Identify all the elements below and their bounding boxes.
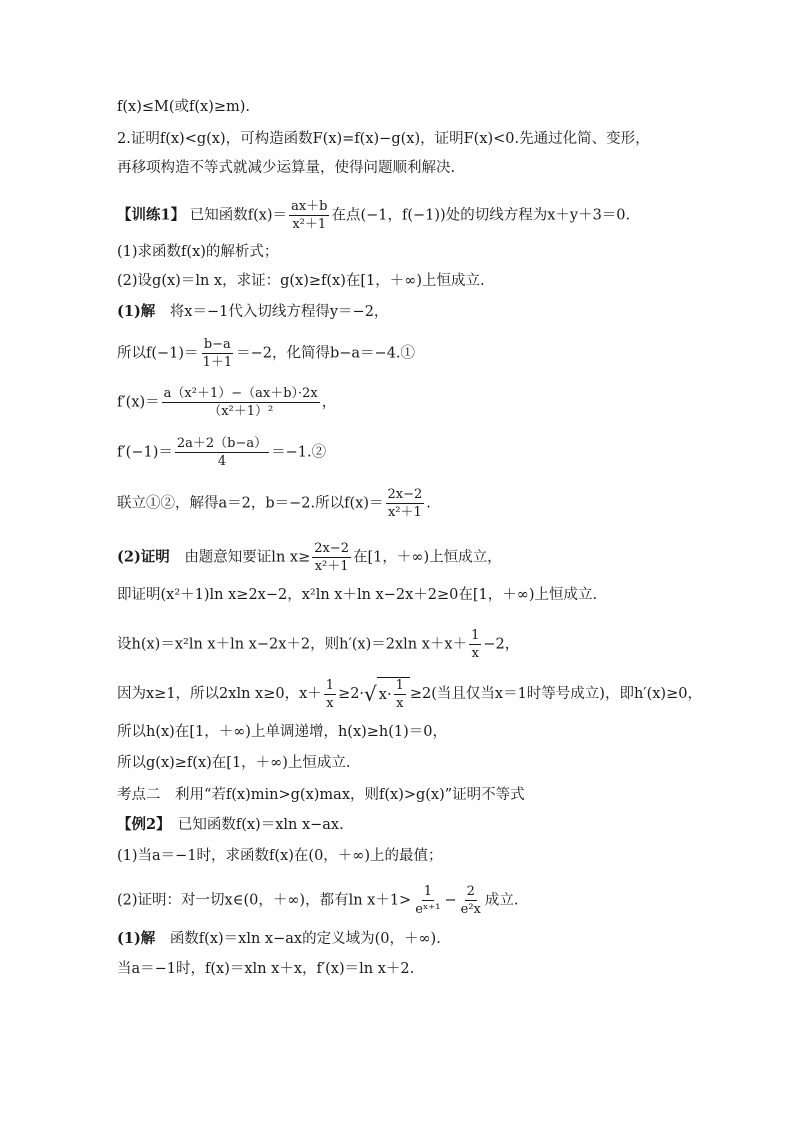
- proof-line-define-h: [117, 628, 519, 661]
- solution-line-result: [117, 487, 431, 520]
- line-text: .: [426, 495, 431, 512]
- line-text: 即证明(x²＋1)ln x≥2x−2，x²ln x＋ln x−2x＋2≥0在[1，＋∞)上恒成立.: [117, 587, 598, 603]
- numerator: 2a＋2（b−a）: [176, 436, 268, 451]
- line-text: 2.证明f(x)<g(x)，可构造函数F(x)=f(x)−g(x)，证明F(x)<0.先通过化简、变形，: [117, 131, 650, 147]
- denominator: 1＋1: [202, 355, 233, 370]
- numerator: 1: [395, 678, 404, 693]
- numerator: 2x−2: [387, 487, 423, 502]
- example-solution-1-start: [117, 929, 441, 949]
- fraction: [469, 628, 481, 661]
- fraction: [324, 678, 336, 711]
- line-text: 考点二 利用“若f(x)min>g(x)max，则f(x)>g(x)”证明不等式: [117, 787, 525, 803]
- line-text: (1)当a＝−1时，求函数f(x)在(0，＋∞)上的最值；: [117, 848, 443, 864]
- fraction: [175, 436, 269, 469]
- line-text: ≥2·: [338, 686, 365, 702]
- minus-sign: −: [444, 892, 457, 909]
- fraction: [289, 199, 329, 232]
- line-text: f′(x)＝: [117, 394, 160, 411]
- text-line-3: [117, 158, 455, 178]
- proof-line-conclusion: [117, 753, 351, 773]
- line-text: ＝−1.②: [271, 444, 327, 461]
- radicand-text: x·: [378, 686, 392, 703]
- line-text: 当a＝−1时，f(x)＝xln x＋x，f′(x)＝ln x＋2.: [117, 961, 415, 977]
- numerator: 1: [471, 628, 480, 643]
- line-text: 由题意知要证ln x≥: [184, 549, 311, 566]
- solution-line-f-minus-1: [117, 337, 415, 370]
- line-text: (2)证明：对一切x∈(0，＋∞)，都有ln x＋1>: [117, 892, 412, 909]
- line-text: 将x＝−1代入切线方程得y＝−2，: [169, 304, 389, 320]
- line-text: (2)设g(x)＝ln x，求证：g(x)≥f(x)在[1，＋∞)上恒成立.: [117, 273, 485, 289]
- numerator: 1: [423, 884, 432, 899]
- exercise-tag: 【训练1】: [117, 206, 186, 224]
- section-heading: [117, 785, 525, 805]
- fraction: [201, 337, 235, 370]
- solution-tag: (1)解: [117, 930, 156, 947]
- line-text: 成立.: [484, 892, 519, 909]
- proof-line-monotonic: [117, 722, 447, 742]
- line-text: 已知函数f(x)＝: [189, 207, 288, 224]
- line-text: 所以g(x)≥f(x)在[1，＋∞)上恒成立.: [117, 755, 351, 771]
- line-text: ＝−2，化简得b−a＝−4.①: [236, 345, 416, 362]
- line-text: (1)求函数f(x)的解析式；: [117, 244, 279, 260]
- radical-sign-icon: √: [364, 682, 377, 706]
- solution-line-derivative: [117, 386, 336, 419]
- denominator: x²＋1: [314, 559, 349, 574]
- solution-line-derivative-at-minus-1: [117, 436, 326, 469]
- line-text: 在点(−1，f(−1))处的切线方程为x＋y＋3＝0.: [331, 207, 631, 224]
- fraction: [459, 884, 483, 917]
- example-question-2: [117, 884, 519, 917]
- numerator: a（x²＋1）−（ax＋b）·2x: [163, 386, 318, 401]
- numerator: 1: [325, 677, 335, 693]
- numerator: 2: [466, 884, 475, 899]
- question-2: [117, 271, 485, 291]
- line-text: 再移项构造不等式就减少运算量，使得问题顺利解决.: [117, 160, 456, 176]
- line-text: f′(−1)＝: [117, 444, 173, 461]
- line-text: −2，: [483, 636, 520, 653]
- line-text: f(x)≤M(或f(x)≥m).: [117, 99, 251, 115]
- text-line-2: [117, 129, 650, 149]
- solution-tag: (1)解: [117, 303, 156, 320]
- fraction: [394, 678, 406, 711]
- denominator: 4: [217, 454, 227, 469]
- example-2-statement: [117, 815, 344, 835]
- denominator: eˣ⁺¹: [415, 902, 441, 917]
- square-root: [364, 677, 410, 711]
- line-text: ≥2(当且仅当x＝1时等号成立)，即h′(x)≥0，: [409, 686, 702, 702]
- proof-line-inequality: [117, 677, 702, 711]
- proof-tag: (2)证明: [117, 548, 170, 566]
- proof-2-start: [117, 541, 502, 574]
- denominator: x: [471, 646, 479, 661]
- line-text: ，: [321, 394, 337, 411]
- denominator: e²x: [460, 902, 481, 917]
- denominator: （x²＋1）²: [208, 404, 274, 419]
- fraction: [386, 487, 425, 520]
- denominator: x: [396, 696, 404, 711]
- fraction: [413, 884, 442, 917]
- example-solution-line: [117, 959, 414, 979]
- denominator: x²＋1: [292, 217, 327, 232]
- line-text: 已知函数f(x)＝xln x−ax.: [177, 817, 344, 833]
- fraction: [162, 386, 320, 419]
- proof-line-equivalent: [117, 585, 597, 605]
- question-1: [117, 242, 278, 262]
- fraction: [312, 541, 351, 574]
- line-text: 函数f(x)＝xln x−ax的定义域为(0，＋∞).: [169, 931, 441, 947]
- line-text: 设h(x)＝x²ln x＋ln x−2x＋2，则h′(x)＝2xln x＋x＋: [117, 636, 468, 653]
- denominator: x²＋1: [387, 505, 422, 520]
- exercise-1-statement: [117, 199, 630, 232]
- text-line-1: [117, 97, 250, 117]
- line-text: 在[1，＋∞)上恒成立，: [353, 549, 502, 566]
- line-text: 联立①②，解得a＝2，b＝−2.所以f(x)＝: [117, 495, 384, 512]
- line-text: 因为x≥1，所以2xln x≥0，x＋: [117, 686, 322, 702]
- line-text: 所以f(−1)＝: [117, 345, 199, 362]
- numerator: ax＋b: [291, 199, 328, 214]
- example-question-1: [117, 846, 443, 866]
- numerator: 2x−2: [314, 541, 350, 556]
- denominator: x: [326, 695, 334, 711]
- radicand: [377, 677, 410, 711]
- example-tag: 【例2】: [117, 816, 164, 833]
- line-text: 所以h(x)在[1，＋∞)上单调递增，h(x)≥h(1)＝0，: [117, 724, 448, 740]
- numerator: b−a: [203, 337, 231, 352]
- solution-1-start: [117, 302, 388, 322]
